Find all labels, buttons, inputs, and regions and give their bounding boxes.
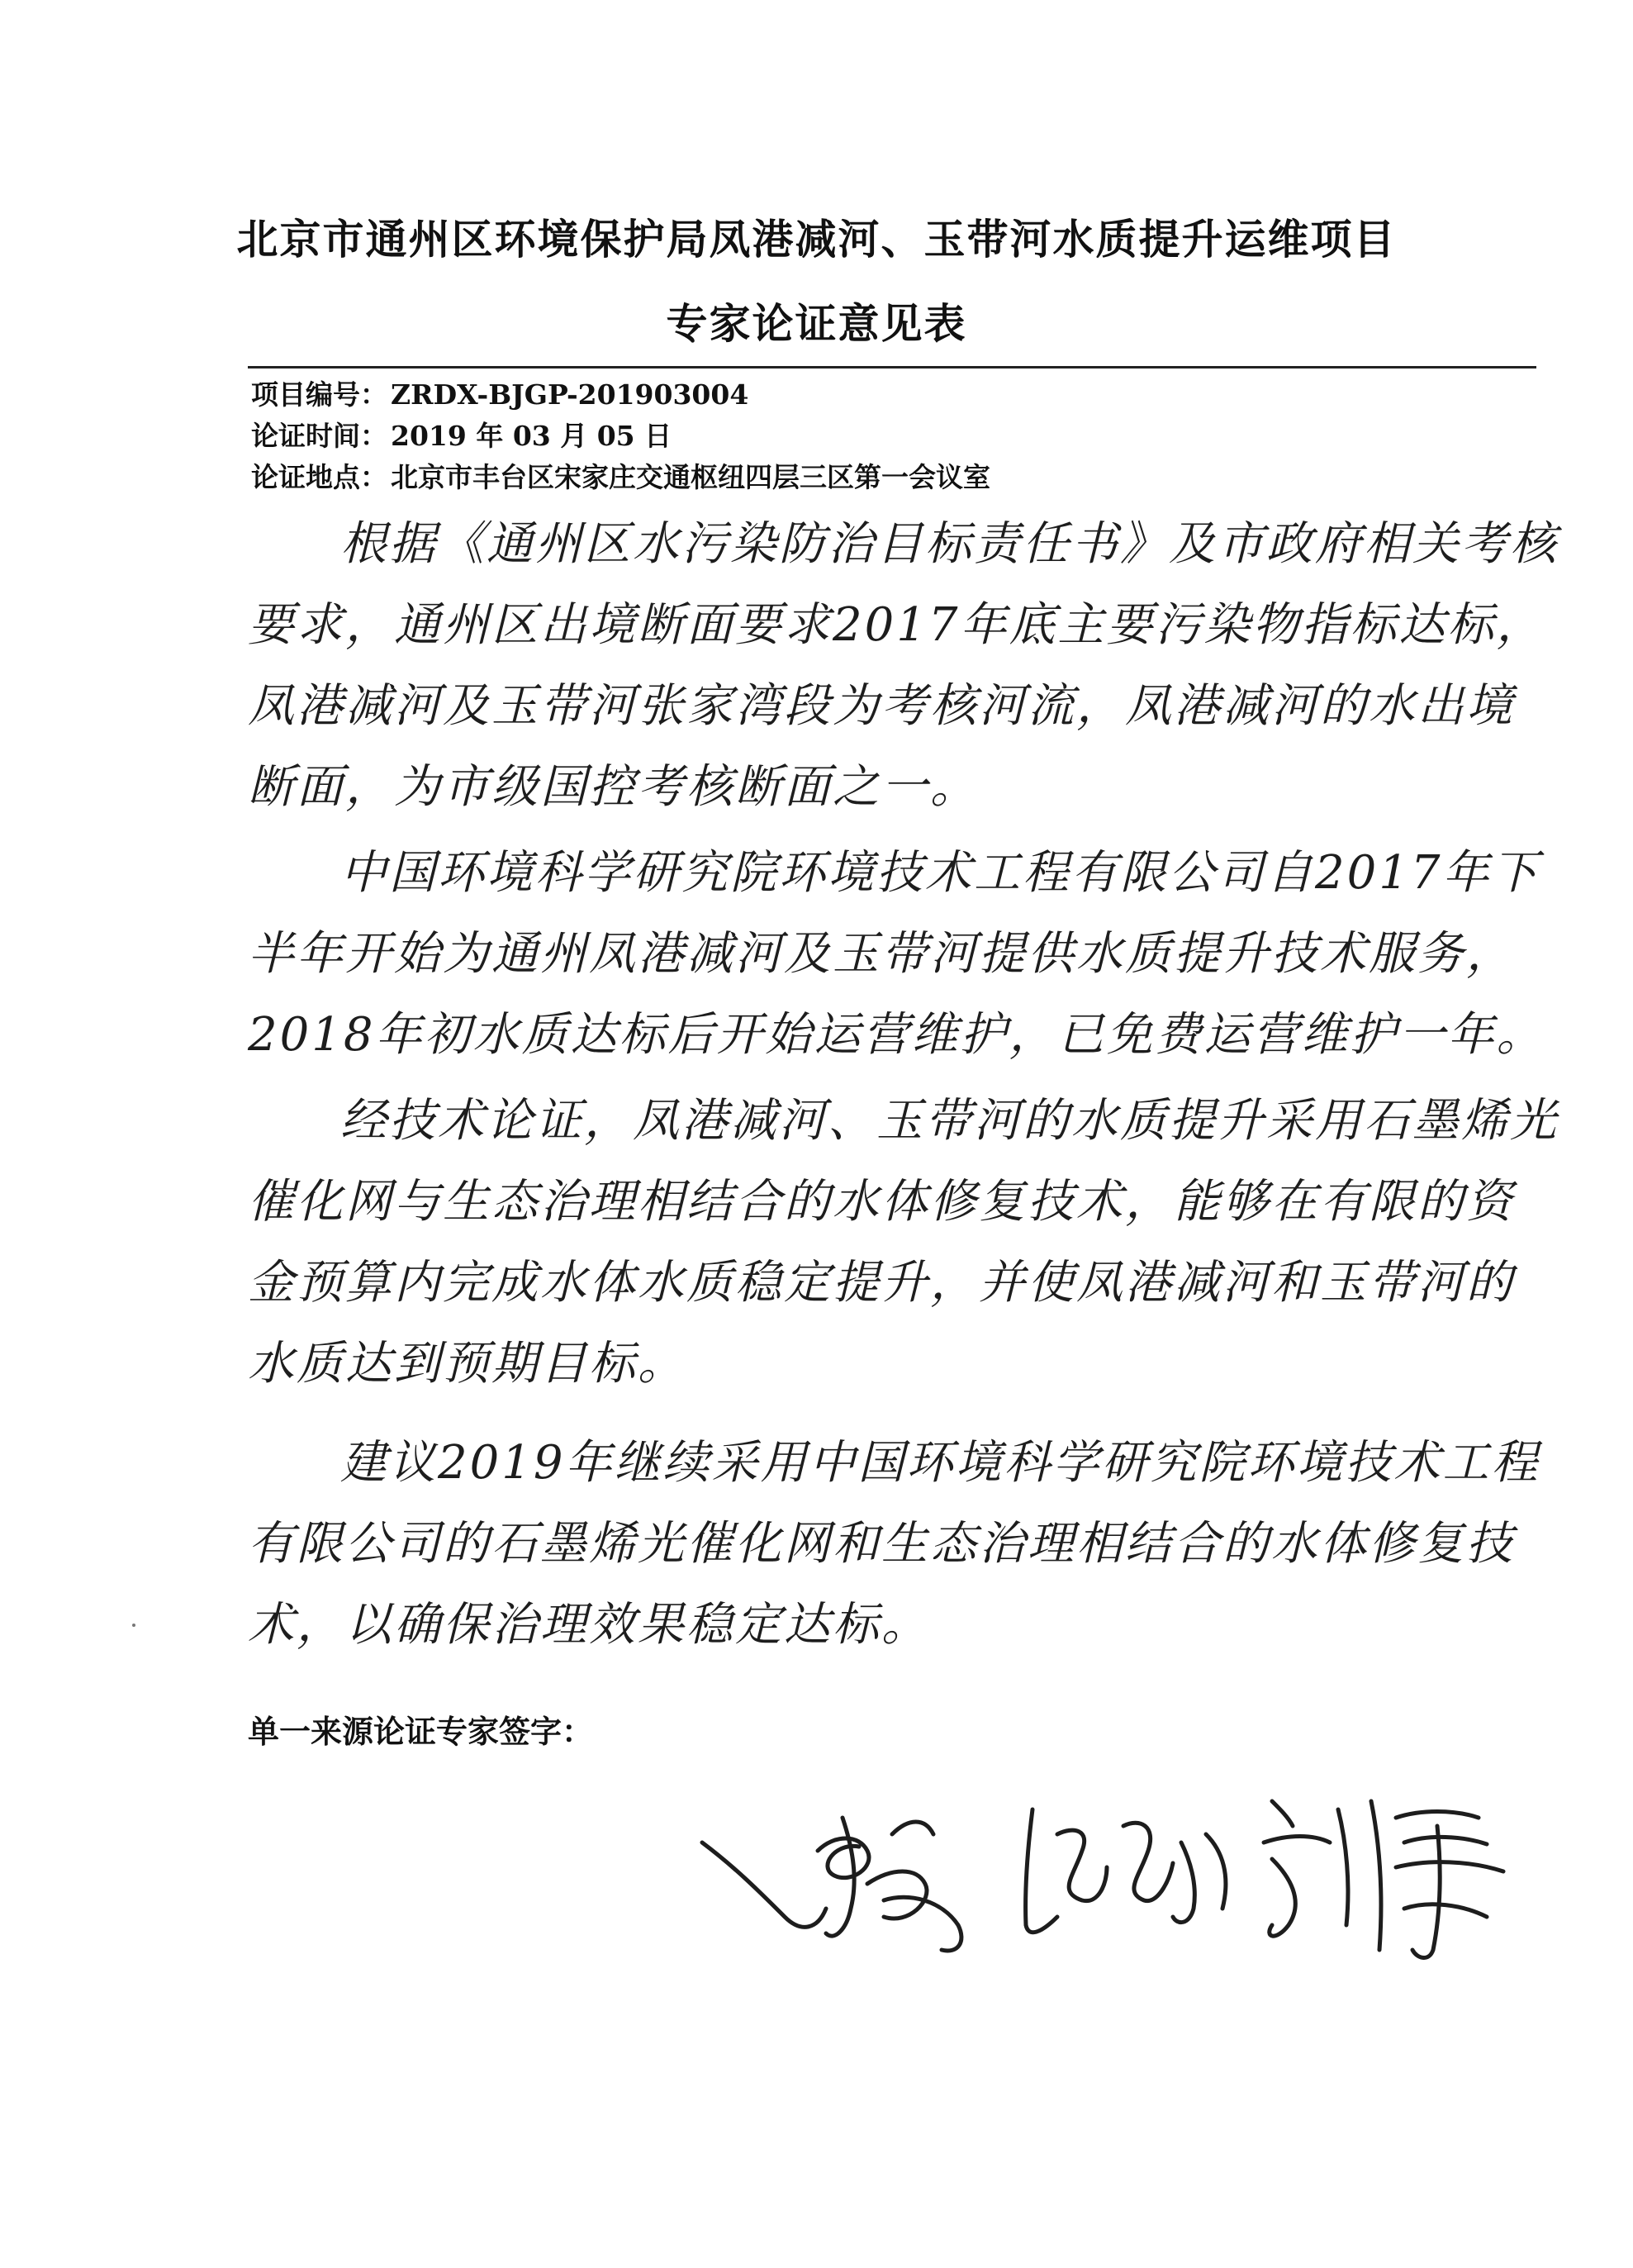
expert-signatures bbox=[694, 1785, 1586, 1975]
review-place-value: 北京市丰台区宋家庄交通枢纽四层三区第一会议室 bbox=[391, 461, 990, 493]
project-number-label: 项目编号： bbox=[251, 378, 387, 411]
signature-2 bbox=[1026, 1809, 1226, 1933]
opinion-paragraph: 经技术论证，凤港减河、玉带河的水质提升采用石墨烯光催化网与生态治理相结合的水体修复技术，能够在有限的资金预算内完成水体水质稳定提升，并使凤港减河和玉带河的水质达到预期目标。 bbox=[248, 1094, 1559, 1391]
signature-scribbles bbox=[694, 1785, 1586, 1975]
review-place-row bbox=[251, 456, 990, 495]
review-place-label: 论证地点： bbox=[251, 461, 387, 493]
project-number-value: ZRDX-BJGP-201903004 bbox=[391, 378, 749, 411]
expert-signature-label: 单一来源论证专家签字： bbox=[248, 1713, 594, 1750]
opinion-paragraph: 中国环境科学研究院环境技术工程有限公司自2017年下半年开始为通州凤港减河及玉带河提供水质提升技术服务，2018年初水质达标后开始运营维护，已免费运营维护一年。 bbox=[248, 846, 1545, 1062]
document-title: 北京市通州区环境保护局凤港减河、玉带河水质提升运维项目 bbox=[236, 215, 1397, 264]
document-subtitle: 专家论证意见表 bbox=[666, 299, 967, 348]
opinion-paragraph: 建议2019年继续采用中国环境科学研究院环境技术工程有限公司的石墨烯光催化网和生态治理相结合的水体修复技术，以确保治理效果稳定达标。 bbox=[248, 1436, 1540, 1652]
signature-1 bbox=[702, 1818, 961, 1951]
review-date-label: 论证时间： bbox=[251, 420, 387, 452]
review-date-row bbox=[251, 415, 672, 454]
opinion-paragraph: 根据《通州区水污染防治目标责任书》及市政府相关考核要求，通州区出境断面要求2017年底主要污染物指标达标，凤港减河及玉带河张家湾段为考核河流，凤港减河的水出境断面，为市级国控考核断面之一。 bbox=[248, 517, 1559, 814]
scan-speck bbox=[132, 1624, 135, 1627]
project-number-row bbox=[251, 373, 748, 412]
signature-3 bbox=[1264, 1801, 1503, 1957]
handwritten-opinion bbox=[248, 504, 1561, 1671]
header-divider bbox=[248, 366, 1536, 368]
review-date-value: 2019 年 03 月 05 日 bbox=[391, 420, 672, 452]
